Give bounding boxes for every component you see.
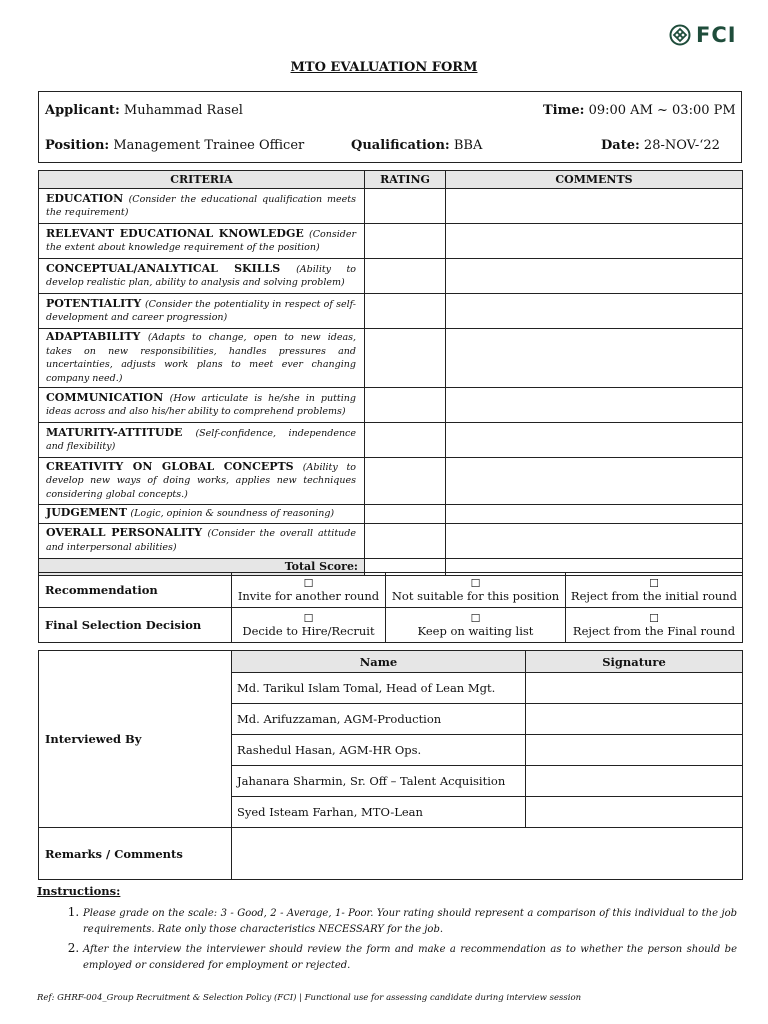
criteria-row-maturity-attitude	[39, 423, 743, 458]
option-reject-initial[interactable]	[566, 573, 743, 608]
remarks-cell[interactable]	[232, 828, 743, 880]
option-waiting-list[interactable]	[386, 608, 566, 643]
criteria-row-overall-personality	[39, 523, 743, 558]
instruction-item: 1. Please grade on the scale: 3 - Good, 2 - Average, 1- Poor. Your rating should represent a comparison of this individual to the job requirements. Rate only those characteristics NECESSARY for the job.	[83, 904, 737, 938]
criteria-cell: COMMUNICATION (How articulate is he/she in putting ideas across and also his/her ability to comprehend problems)	[39, 388, 365, 423]
rating-cell[interactable]	[365, 294, 446, 329]
option-not-suitable[interactable]	[386, 573, 566, 608]
comments-cell[interactable]	[446, 505, 743, 524]
applicant-field: Applicant: Muhammad Rasel	[45, 103, 243, 118]
criteria-cell: CONCEPTUAL/ANALYTICAL SKILLS (Ability to develop realistic plan, ability to analysis and solving problem)	[39, 259, 365, 294]
checkbox-icon[interactable]: ☐	[303, 576, 314, 590]
rating-cell[interactable]	[365, 458, 446, 505]
rating-cell[interactable]	[365, 259, 446, 294]
name-header: Name	[232, 651, 526, 673]
checkbox-icon[interactable]: ☐	[649, 576, 659, 590]
criteria-cell: OVERALL PERSONALITY (Consider the overall attitude and interpersonal abilities)	[39, 523, 365, 558]
remarks-label: Remarks / Comments	[39, 828, 232, 880]
signature-cell[interactable]	[526, 673, 743, 704]
final-decision-row	[39, 608, 743, 643]
criteria-cell: MATURITY-ATTITUDE (Self-confidence, independence and flexibility)	[39, 423, 365, 458]
option-label: Decide to Hire/Recruit	[242, 623, 375, 638]
applicant-info-box	[38, 91, 742, 163]
comments-cell[interactable]	[446, 329, 743, 388]
applicant-value: Muhammad Rasel	[123, 103, 243, 118]
rating-header: RATING	[365, 171, 446, 189]
criteria-row-communication	[39, 388, 743, 423]
option-label: Invite for another round	[237, 588, 380, 603]
comments-cell[interactable]	[446, 294, 743, 329]
qualification-field: Qualification: BBA	[351, 138, 483, 153]
checkbox-icon[interactable]: ☐	[649, 611, 659, 625]
comments-header: COMMENTS	[446, 171, 743, 189]
fci-logo-mark-icon	[669, 24, 691, 46]
signature-cell[interactable]	[526, 797, 743, 828]
interviewer-name: Jahanara Sharmin, Sr. Off – Talent Acquisition	[232, 766, 526, 797]
criteria-cell: RELEVANT EDUCATIONAL KNOWLEDGE (Consider the extent about knowledge requirement of the position)	[39, 224, 365, 259]
option-label: Not suitable for this position	[391, 588, 560, 603]
interviewer-name: Md. Tarikul Islam Tomal, Head of Lean Mgt.	[232, 673, 526, 704]
rating-cell[interactable]	[365, 388, 446, 423]
form-title: MTO EVALUATION FORM	[290, 60, 478, 75]
rating-cell[interactable]	[365, 423, 446, 458]
criteria-cell: ADAPTABILITY (Adapts to change, open to new ideas, takes on new responsibilities, handles pressures and uncertainties, adjusts work plans to meet ever changing company need.)	[39, 329, 365, 388]
signature-cell[interactable]	[526, 735, 743, 766]
criteria-cell: EDUCATION (Consider the educational qualification meets the requirement)	[39, 189, 365, 224]
comments-cell[interactable]	[446, 259, 743, 294]
recommendation-row	[39, 573, 743, 608]
interviewed-by-label: Interviewed By	[39, 651, 232, 828]
checkbox-icon[interactable]: ☐	[303, 611, 314, 625]
comments-cell[interactable]	[446, 423, 743, 458]
date-field: Date: 28-NOV-‘22	[601, 138, 720, 153]
recommendation-label: Recommendation	[39, 573, 232, 608]
decision-table	[38, 572, 743, 643]
remarks-row	[39, 828, 743, 880]
instructions	[37, 884, 737, 976]
option-reject-final[interactable]	[566, 608, 743, 643]
option-label: Reject from the Final round	[572, 623, 736, 638]
option-invite-another-round[interactable]	[232, 573, 386, 608]
checkbox-icon[interactable]: ☐	[470, 611, 481, 625]
position-value: Management Trainee Officer	[113, 138, 305, 153]
logo-text: FCI	[696, 23, 737, 47]
criteria-cell: CREATIVITY ON GLOBAL CONCEPTS (Ability to develop new ways of doing works, applies new techniques considering global concepts.)	[39, 458, 365, 505]
criteria-row-potentiality	[39, 294, 743, 329]
time-field: Time: 09:00 AM ~ 03:00 PM	[543, 103, 736, 118]
comments-cell[interactable]	[446, 458, 743, 505]
rating-cell[interactable]	[365, 224, 446, 259]
criteria-row-relevant-knowledge	[39, 224, 743, 259]
rating-cell[interactable]	[365, 523, 446, 558]
criteria-row-education	[39, 189, 743, 224]
position-field: Position: Management Trainee Officer	[45, 138, 305, 153]
qualification-value: BBA	[453, 138, 483, 153]
criteria-row-analytical-skills	[39, 259, 743, 294]
option-label: Keep on waiting list	[417, 623, 534, 638]
rating-cell[interactable]	[365, 189, 446, 224]
criteria-table	[38, 170, 743, 576]
interviewer-name: Syed Isteam Farhan, MTO-Lean	[232, 797, 526, 828]
comments-cell[interactable]	[446, 189, 743, 224]
instruction-item: 2. After the interview the interviewer should review the form and make a recommendation as to whether the person should be employed or considered for employment or rejected.	[83, 940, 737, 974]
signature-cell[interactable]	[526, 704, 743, 735]
final-decision-label: Final Selection Decision	[39, 608, 232, 643]
criteria-row-adaptability	[39, 329, 743, 388]
instructions-heading: Instructions:	[37, 884, 121, 898]
criteria-cell: POTENTIALITY (Consider the potentiality in respect of self-development and career progression)	[39, 294, 365, 329]
total-score-label: Total Score:	[39, 558, 365, 575]
date-value: 28-NOV-‘22	[643, 138, 720, 153]
interview-table	[38, 650, 743, 880]
time-value: 09:00 AM ~ 03:00 PM	[588, 103, 736, 118]
comments-cell[interactable]	[446, 523, 743, 558]
signature-cell[interactable]	[526, 766, 743, 797]
criteria-row-creativity	[39, 458, 743, 505]
rating-cell[interactable]	[365, 505, 446, 524]
instructions-list	[37, 904, 737, 974]
criteria-row-judgement	[39, 505, 743, 524]
comments-cell[interactable]	[446, 388, 743, 423]
rating-cell[interactable]	[365, 329, 446, 388]
signature-header: Signature	[526, 651, 743, 673]
comments-cell[interactable]	[446, 224, 743, 259]
checkbox-icon[interactable]: ☐	[470, 576, 481, 590]
interviewer-name: Rashedul Hasan, AGM-HR Ops.	[232, 735, 526, 766]
criteria-cell: JUDGEMENT (Logic, opinion & soundness of reasoning)	[39, 505, 365, 524]
fci-logo	[669, 23, 743, 47]
option-label: Reject from the initial round	[570, 588, 738, 603]
interviewer-name: Md. Arifuzzaman, AGM-Production	[232, 704, 526, 735]
option-decide-hire[interactable]	[232, 608, 386, 643]
footer-reference: Ref: GHRF-004_Group Recruitment & Selection Policy (FCI) | Functional use for assessing candidate during interview session	[37, 993, 582, 1003]
criteria-header: CRITERIA	[39, 171, 365, 189]
